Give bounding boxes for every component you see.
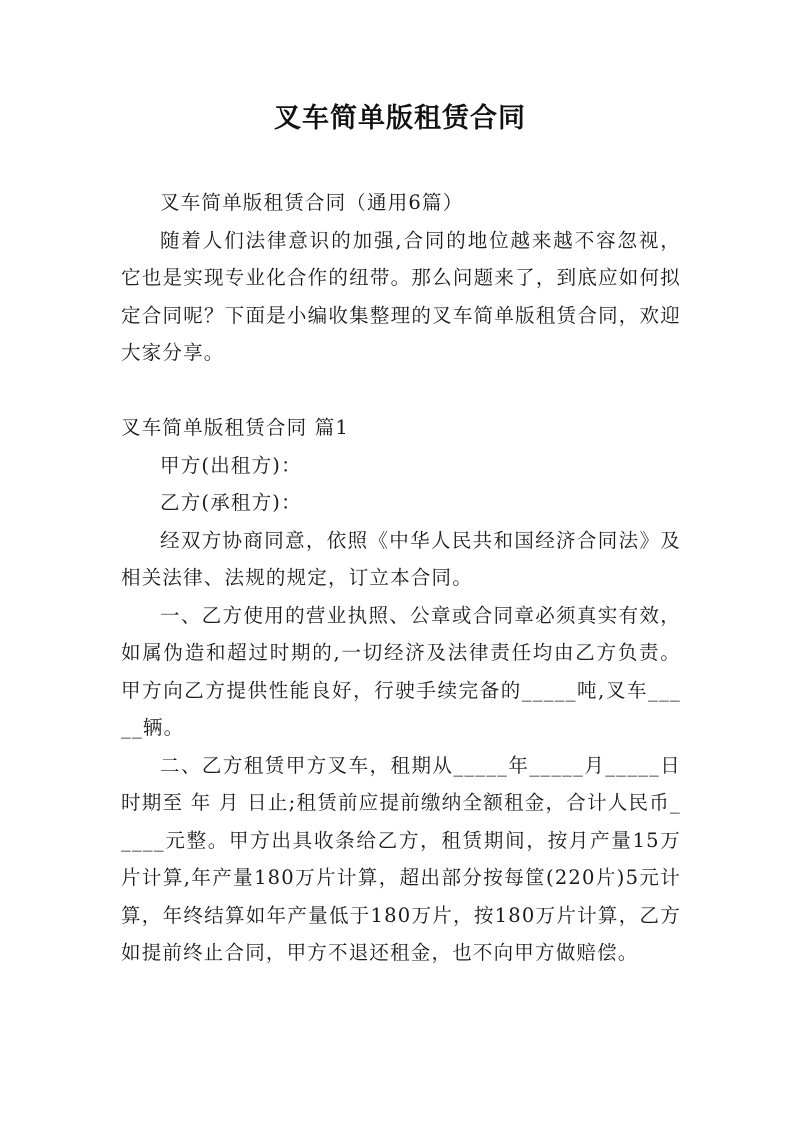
section-heading: 叉车简单版租赁合同 篇1 [121, 416, 350, 439]
blank-line [121, 372, 681, 410]
document-title: 叉车简单版租赁合同 [274, 103, 526, 134]
party-a-line: 甲方(出租方)： [160, 453, 302, 477]
intro-paragraph: 随着人们法律意识的加强,合同的地位越来越不容忽视，它也是实现专业化合作的纽带。那么问题来了，到底应如何拟定合同呢？下面是小编收集整理的叉车简单版租赁合同，欢迎大家分享。 [121, 228, 681, 364]
subtitle-paragraph: 叉车简单版租赁合同（通用6篇） [160, 191, 464, 214]
document-body [121, 184, 681, 972]
party-b-line: 乙方(承租方)： [160, 491, 302, 514]
clause-2: 二、乙方租赁甲方叉车，租期从_____年_____月_____日时期至 年 月 日止;租赁前应提前缴纳全额租金，合计人民币_____元整。甲方出具收条给乙方，租赁期间，按月产量15万片计算,年产量180万片计算，超出部分按每筐(220片)5元计算，年终结算如年产量低于180万片，按180万片计算，乙方如提前终止合同，甲方不退还租金，也不向甲方做赔偿。 [121, 753, 681, 964]
agreement-paragraph: 经双方协商同意，依照《中华人民共和国经济合同法》及相关法律、法规的规定，订立本合同。 [121, 528, 681, 589]
clause-1: 一、乙方使用的营业执照、公章或合同章必须真实有效，如属伪造和超过时期的,一切经济及法律责任均由乙方负责。甲方向乙方提供性能良好，行驶手续完备的_____吨,叉车_____辆。 [121, 603, 681, 739]
